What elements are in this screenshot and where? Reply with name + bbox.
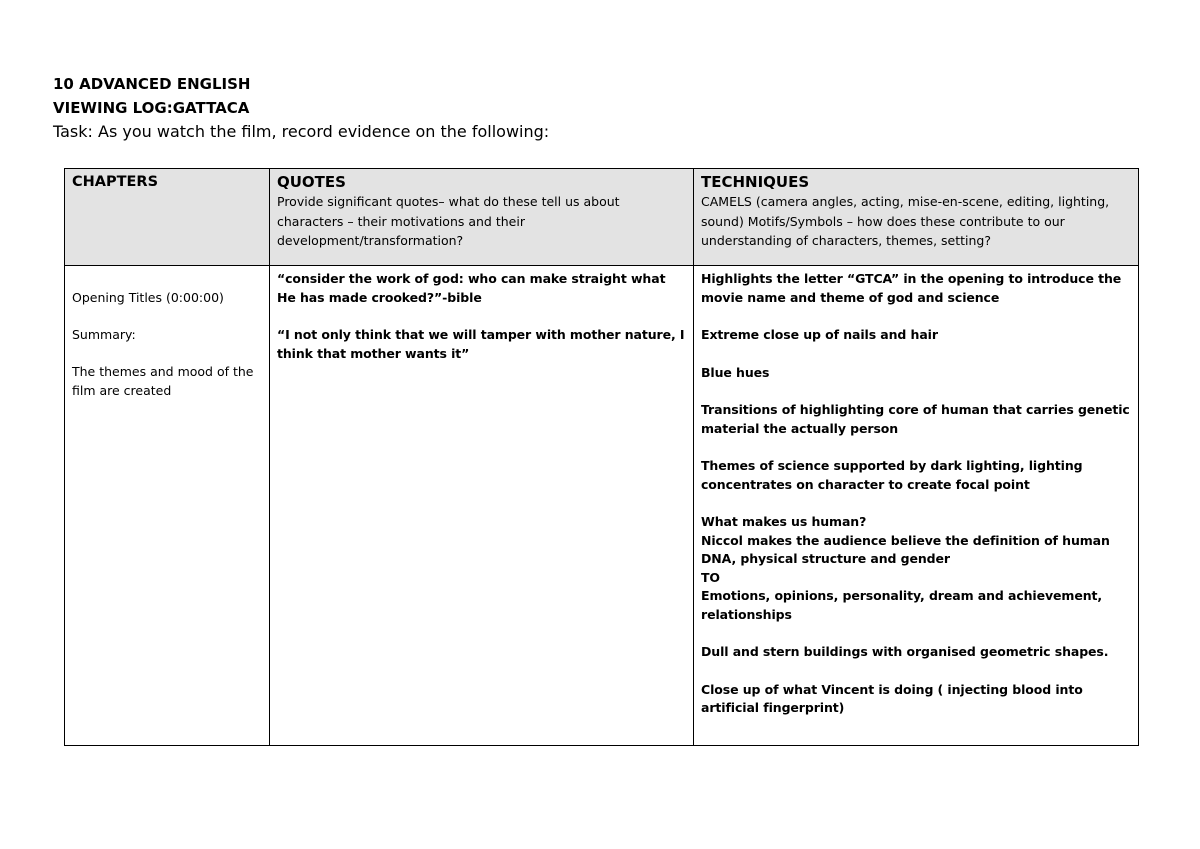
chapters-header-cell <box>65 169 270 266</box>
summary-text: The themes and mood of the film are created <box>72 364 254 398</box>
technique-line: Niccol makes the audience believe the definition of human <box>701 532 1110 548</box>
table-row <box>65 266 1139 746</box>
technique-item-group <box>701 513 1131 624</box>
techniques-description: CAMELS (camera angles, acting, mise-en-scene, editing, lighting, sound) Motifs/Symbols – how does these contribute to our understanding of characters, themes, setting? <box>701 194 1110 248</box>
techniques-header-cell <box>694 169 1139 266</box>
technique-item: Blue hues <box>701 364 770 380</box>
quotes-description: Provide significant quotes– what do these tell us about characters – their motivations and their development/transformation? <box>277 194 620 248</box>
viewing-log-table <box>64 168 1139 746</box>
techniques-header: TECHNIQUES <box>701 173 810 191</box>
chapters-header: CHAPTERS <box>72 174 159 190</box>
technique-item: Transitions of highlighting core of human that carries genetic material the actually person <box>701 402 1130 436</box>
task-instruction: Task: As you watch the film, record evidence on the following: <box>53 122 550 141</box>
technique-item: Dull and stern buildings with organised geometric shapes. <box>701 644 1109 659</box>
technique-item: Themes of science supported by dark lighting, lighting concentrates on character to create focal point <box>701 458 1083 492</box>
techniques-cell <box>694 266 1139 746</box>
technique-line: What makes us human? <box>701 514 867 529</box>
technique-item: Extreme close up of nails and hair <box>701 327 938 342</box>
quotes-header: QUOTES <box>277 173 346 191</box>
technique-item: Close up of what Vincent is doing ( injecting blood into artificial fingerprint) <box>701 681 1083 715</box>
technique-item: Highlights the letter “GTCA” in the opening to introduce the movie name and theme of god and science <box>701 271 1122 305</box>
technique-line: Emotions, opinions, personality, dream and achievement, relationships <box>701 588 1103 622</box>
quote-item: “consider the work of god: who can make straight what He has made crooked?”-bible <box>277 271 666 305</box>
quotes-header-cell <box>270 169 694 266</box>
chapter-name: Opening Titles (0:00:00) <box>72 290 224 305</box>
table-header-row <box>65 169 1139 266</box>
quotes-cell <box>270 266 694 746</box>
viewing-log-title: VIEWING LOG:GATTACA <box>53 99 250 117</box>
summary-label: Summary: <box>72 327 136 342</box>
technique-line: DNA, physical structure and gender <box>701 551 950 566</box>
chapter-cell <box>65 266 270 746</box>
quote-item: “I not only think that we will tamper with mother nature, I think that mother wants it” <box>277 327 685 361</box>
course-title: 10 ADVANCED ENGLISH <box>53 75 251 93</box>
technique-line: TO <box>701 569 720 585</box>
